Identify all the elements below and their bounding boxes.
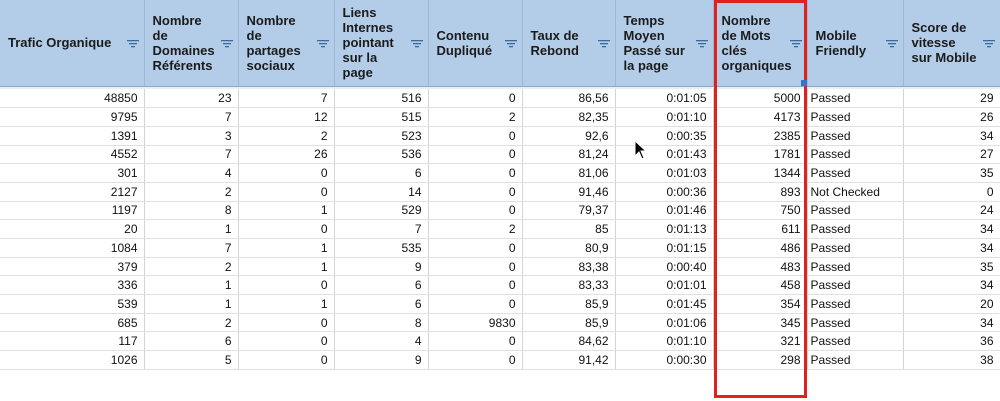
table-cell[interactable]: 7 xyxy=(144,108,238,127)
table-cell[interactable]: 1084 xyxy=(0,239,144,258)
table-cell[interactable]: 83,38 xyxy=(522,257,615,276)
table-cell[interactable]: 9 xyxy=(334,257,428,276)
table-cell[interactable]: 1 xyxy=(238,257,334,276)
table-cell[interactable]: 83,33 xyxy=(522,276,615,295)
table-cell[interactable]: 0:01:03 xyxy=(615,164,713,183)
table-cell[interactable]: 336 xyxy=(0,276,144,295)
table-cell[interactable]: 23 xyxy=(144,89,238,108)
table-cell[interactable]: 3 xyxy=(144,126,238,145)
table-cell[interactable]: 12 xyxy=(238,108,334,127)
table-cell[interactable]: 0:01:06 xyxy=(615,313,713,332)
table-cell[interactable]: 6 xyxy=(144,332,238,351)
table-cell[interactable]: 81,06 xyxy=(522,164,615,183)
column-header-label: Temps Moyen Passé sur la page xyxy=(623,12,685,73)
table-cell[interactable]: 486 xyxy=(713,239,807,258)
table-cell[interactable]: 0 xyxy=(238,182,334,201)
table-cell[interactable]: 2 xyxy=(144,257,238,276)
table-cell[interactable]: 26 xyxy=(903,108,1000,127)
table-cell[interactable]: 0 xyxy=(428,89,522,108)
table-cell[interactable]: 0:00:40 xyxy=(615,257,713,276)
table-cell[interactable]: 0 xyxy=(428,276,522,295)
table-cell[interactable]: 48850 xyxy=(0,89,144,108)
table-cell[interactable]: 20 xyxy=(903,295,1000,314)
table-cell[interactable]: 82,35 xyxy=(522,108,615,127)
table-cell[interactable]: 1 xyxy=(144,295,238,314)
column-header[interactable] xyxy=(903,0,1000,86)
table-cell[interactable]: 523 xyxy=(334,126,428,145)
table-cell[interactable]: 0 xyxy=(428,257,522,276)
table-row xyxy=(0,126,1000,145)
table-cell[interactable]: 379 xyxy=(0,257,144,276)
table-cell[interactable]: 750 xyxy=(713,201,807,220)
filter-icon[interactable] xyxy=(790,40,802,48)
table-cell[interactable]: 0 xyxy=(428,201,522,220)
table-cell[interactable]: 6 xyxy=(334,276,428,295)
table-cell[interactable]: 0:01:45 xyxy=(615,295,713,314)
column-header[interactable] xyxy=(522,0,615,86)
table-cell[interactable]: 80,9 xyxy=(522,239,615,258)
table-cell[interactable]: 2 xyxy=(144,313,238,332)
table-cell[interactable]: 2 xyxy=(144,182,238,201)
table-cell[interactable]: 36 xyxy=(903,332,1000,351)
filter-icon[interactable] xyxy=(696,40,708,48)
table-cell[interactable]: 1 xyxy=(238,239,334,258)
column-header[interactable] xyxy=(334,0,428,86)
table-cell[interactable]: 1026 xyxy=(0,351,144,370)
table-cell[interactable]: 6 xyxy=(334,164,428,183)
table-cell[interactable]: Passed xyxy=(807,201,903,220)
table-cell[interactable]: 2385 xyxy=(713,126,807,145)
table-cell[interactable]: 611 xyxy=(713,220,807,239)
table-cell[interactable]: 0:01:43 xyxy=(615,145,713,164)
column-header[interactable] xyxy=(615,0,713,86)
table-cell[interactable]: 685 xyxy=(0,313,144,332)
filter-icon[interactable] xyxy=(983,40,995,48)
table-cell[interactable]: 27 xyxy=(903,145,1000,164)
column-header-label: Nombre de partages sociaux xyxy=(246,12,301,73)
column-header[interactable] xyxy=(0,0,144,86)
table-cell[interactable]: 6 xyxy=(334,295,428,314)
table-cell[interactable]: 0 xyxy=(238,276,334,295)
table-cell[interactable]: 35 xyxy=(903,164,1000,183)
table-row xyxy=(0,108,1000,127)
table-cell[interactable]: 38 xyxy=(903,351,1000,370)
table-cell[interactable]: 2 xyxy=(428,220,522,239)
table-cell[interactable]: 26 xyxy=(238,145,334,164)
table-cell[interactable]: 515 xyxy=(334,108,428,127)
table-cell[interactable]: Passed xyxy=(807,295,903,314)
table-cell[interactable]: 4552 xyxy=(0,145,144,164)
table-cell[interactable]: Passed xyxy=(807,276,903,295)
table-cell[interactable]: 0:01:10 xyxy=(615,332,713,351)
table-cell[interactable]: 0 xyxy=(428,126,522,145)
column-header-label: Liens Internes pointant sur la page xyxy=(342,5,394,81)
table-cell[interactable]: 0:00:36 xyxy=(615,182,713,201)
table-cell[interactable]: 85 xyxy=(522,220,615,239)
table-cell[interactable]: 0 xyxy=(238,351,334,370)
table-cell[interactable]: 535 xyxy=(334,239,428,258)
table-cell[interactable]: 86,56 xyxy=(522,89,615,108)
table-cell[interactable]: 0:01:01 xyxy=(615,276,713,295)
table-cell[interactable]: 9 xyxy=(334,351,428,370)
table-cell[interactable]: 20 xyxy=(0,220,144,239)
table-cell[interactable]: Passed xyxy=(807,332,903,351)
table-cell[interactable]: 0:01:46 xyxy=(615,201,713,220)
table-cell[interactable]: 24 xyxy=(903,201,1000,220)
filter-icon[interactable] xyxy=(886,40,898,48)
table-cell[interactable]: 1344 xyxy=(713,164,807,183)
table-cell[interactable]: Passed xyxy=(807,89,903,108)
table-cell[interactable]: 536 xyxy=(334,145,428,164)
table-cell[interactable]: 5 xyxy=(144,351,238,370)
column-header[interactable] xyxy=(238,0,334,86)
table-row xyxy=(0,295,1000,314)
table-cell[interactable]: 0 xyxy=(428,145,522,164)
table-cell[interactable]: 298 xyxy=(713,351,807,370)
table-row xyxy=(0,351,1000,370)
table-cell[interactable]: 9830 xyxy=(428,313,522,332)
table-cell[interactable]: 1 xyxy=(238,201,334,220)
table-cell[interactable]: Passed xyxy=(807,145,903,164)
filter-icon[interactable] xyxy=(221,40,233,48)
column-header[interactable] xyxy=(807,0,903,86)
table-cell[interactable]: 34 xyxy=(903,239,1000,258)
table-cell[interactable]: 0:00:30 xyxy=(615,351,713,370)
column-header-label: Nombre de Domaines Référents xyxy=(152,12,215,73)
table-cell[interactable]: 0 xyxy=(238,164,334,183)
table-cell[interactable]: Not Checked xyxy=(807,182,903,201)
column-header-label: Trafic Organique xyxy=(8,35,112,51)
table-cell[interactable]: 321 xyxy=(713,332,807,351)
table-cell[interactable]: 92,6 xyxy=(522,126,615,145)
table-cell[interactable]: 91,42 xyxy=(522,351,615,370)
table-row xyxy=(0,182,1000,201)
column-header[interactable] xyxy=(713,0,807,86)
filter-icon[interactable] xyxy=(317,40,329,48)
table-cell[interactable]: Passed xyxy=(807,257,903,276)
table-cell[interactable]: Passed xyxy=(807,108,903,127)
table-cell[interactable]: 516 xyxy=(334,89,428,108)
table-cell[interactable]: 529 xyxy=(334,201,428,220)
table-row xyxy=(0,332,1000,351)
table-row xyxy=(0,239,1000,258)
table-row xyxy=(0,313,1000,332)
table-cell[interactable]: 0 xyxy=(428,164,522,183)
table-cell[interactable]: 7 xyxy=(334,220,428,239)
table-cell[interactable]: 2 xyxy=(428,108,522,127)
filter-icon[interactable] xyxy=(127,40,139,48)
table-cell[interactable]: 1197 xyxy=(0,201,144,220)
table-cell[interactable]: 1391 xyxy=(0,126,144,145)
table-row xyxy=(0,220,1000,239)
table-cell[interactable]: 0 xyxy=(428,182,522,201)
table-cell[interactable]: 8 xyxy=(144,201,238,220)
table-cell[interactable]: 34 xyxy=(903,220,1000,239)
table-cell[interactable]: 84,62 xyxy=(522,332,615,351)
column-header-label: Score de vitesse sur Mobile xyxy=(911,20,977,66)
table-cell[interactable]: 81,24 xyxy=(522,145,615,164)
column-header[interactable] xyxy=(144,0,238,86)
table-cell[interactable]: 2127 xyxy=(0,182,144,201)
table-cell[interactable]: 85,9 xyxy=(522,313,615,332)
table-cell[interactable]: 5000 xyxy=(713,89,807,108)
table-cell[interactable]: 85,9 xyxy=(522,295,615,314)
filter-icon[interactable] xyxy=(411,40,423,48)
table-body xyxy=(0,86,1000,369)
table-cell[interactable]: 0:01:13 xyxy=(615,220,713,239)
table-cell[interactable]: 7 xyxy=(238,89,334,108)
table-cell[interactable]: 0 xyxy=(428,351,522,370)
table-cell[interactable]: 4 xyxy=(144,164,238,183)
table-cell[interactable]: 29 xyxy=(903,89,1000,108)
table-cell[interactable]: 34 xyxy=(903,276,1000,295)
table-row xyxy=(0,257,1000,276)
column-header-label: Taux de Rebond xyxy=(530,27,579,58)
table-cell[interactable]: Passed xyxy=(807,313,903,332)
table-cell[interactable]: Passed xyxy=(807,351,903,370)
table-cell[interactable]: 1 xyxy=(144,220,238,239)
table-cell[interactable]: Passed xyxy=(807,126,903,145)
table-cell[interactable]: 91,46 xyxy=(522,182,615,201)
filter-icon[interactable] xyxy=(505,40,517,48)
table-cell[interactable]: 0 xyxy=(428,295,522,314)
table-cell[interactable]: 0 xyxy=(238,220,334,239)
column-header-label: Contenu Dupliqué xyxy=(436,27,493,58)
table-cell[interactable]: 458 xyxy=(713,276,807,295)
table-cell[interactable]: 483 xyxy=(713,257,807,276)
table-cell[interactable]: 0 xyxy=(428,239,522,258)
table-cell[interactable]: 35 xyxy=(903,257,1000,276)
table-cell[interactable]: 0:00:35 xyxy=(615,126,713,145)
table-cell[interactable]: 0:01:10 xyxy=(615,108,713,127)
table-cell[interactable]: Passed xyxy=(807,239,903,258)
table-cell[interactable]: 0:01:05 xyxy=(615,89,713,108)
table-cell[interactable]: 34 xyxy=(903,126,1000,145)
table-cell[interactable]: 893 xyxy=(713,182,807,201)
table-row xyxy=(0,89,1000,108)
table-cell[interactable]: 7 xyxy=(144,239,238,258)
table-cell[interactable]: 0 xyxy=(238,332,334,351)
table-cell[interactable]: 9795 xyxy=(0,108,144,127)
table-cell[interactable]: 0 xyxy=(238,313,334,332)
table-cell[interactable]: 1 xyxy=(238,295,334,314)
table-cell[interactable]: 0 xyxy=(428,332,522,351)
column-header[interactable] xyxy=(428,0,522,86)
table-cell[interactable]: 1 xyxy=(144,276,238,295)
table-cell[interactable]: 2 xyxy=(238,126,334,145)
table-cell[interactable]: 354 xyxy=(713,295,807,314)
table-cell[interactable]: 4 xyxy=(334,332,428,351)
table-cell[interactable]: 7 xyxy=(144,145,238,164)
header-row xyxy=(0,0,1000,86)
table-cell[interactable]: 4173 xyxy=(713,108,807,127)
table-cell[interactable]: 79,37 xyxy=(522,201,615,220)
table-cell[interactable]: 34 xyxy=(903,313,1000,332)
table-cell[interactable]: 0:01:15 xyxy=(615,239,713,258)
table-cell[interactable]: 14 xyxy=(334,182,428,201)
table-row xyxy=(0,145,1000,164)
table-cell[interactable]: 8 xyxy=(334,313,428,332)
table-row xyxy=(0,164,1000,183)
table-cell[interactable]: 0 xyxy=(903,182,1000,201)
table-cell[interactable]: Passed xyxy=(807,164,903,183)
table-cell[interactable]: 539 xyxy=(0,295,144,314)
column-header-label: Mobile Friendly xyxy=(815,27,867,58)
table-cell[interactable]: Passed xyxy=(807,220,903,239)
table-cell[interactable]: 345 xyxy=(713,313,807,332)
filter-icon[interactable] xyxy=(598,40,610,48)
table-cell[interactable]: 301 xyxy=(0,164,144,183)
table-cell[interactable]: 117 xyxy=(0,332,144,351)
column-header-label: Nombre de Mots clés organiques xyxy=(721,12,792,73)
table-row xyxy=(0,201,1000,220)
table-cell[interactable]: 1781 xyxy=(713,145,807,164)
table-row xyxy=(0,276,1000,295)
